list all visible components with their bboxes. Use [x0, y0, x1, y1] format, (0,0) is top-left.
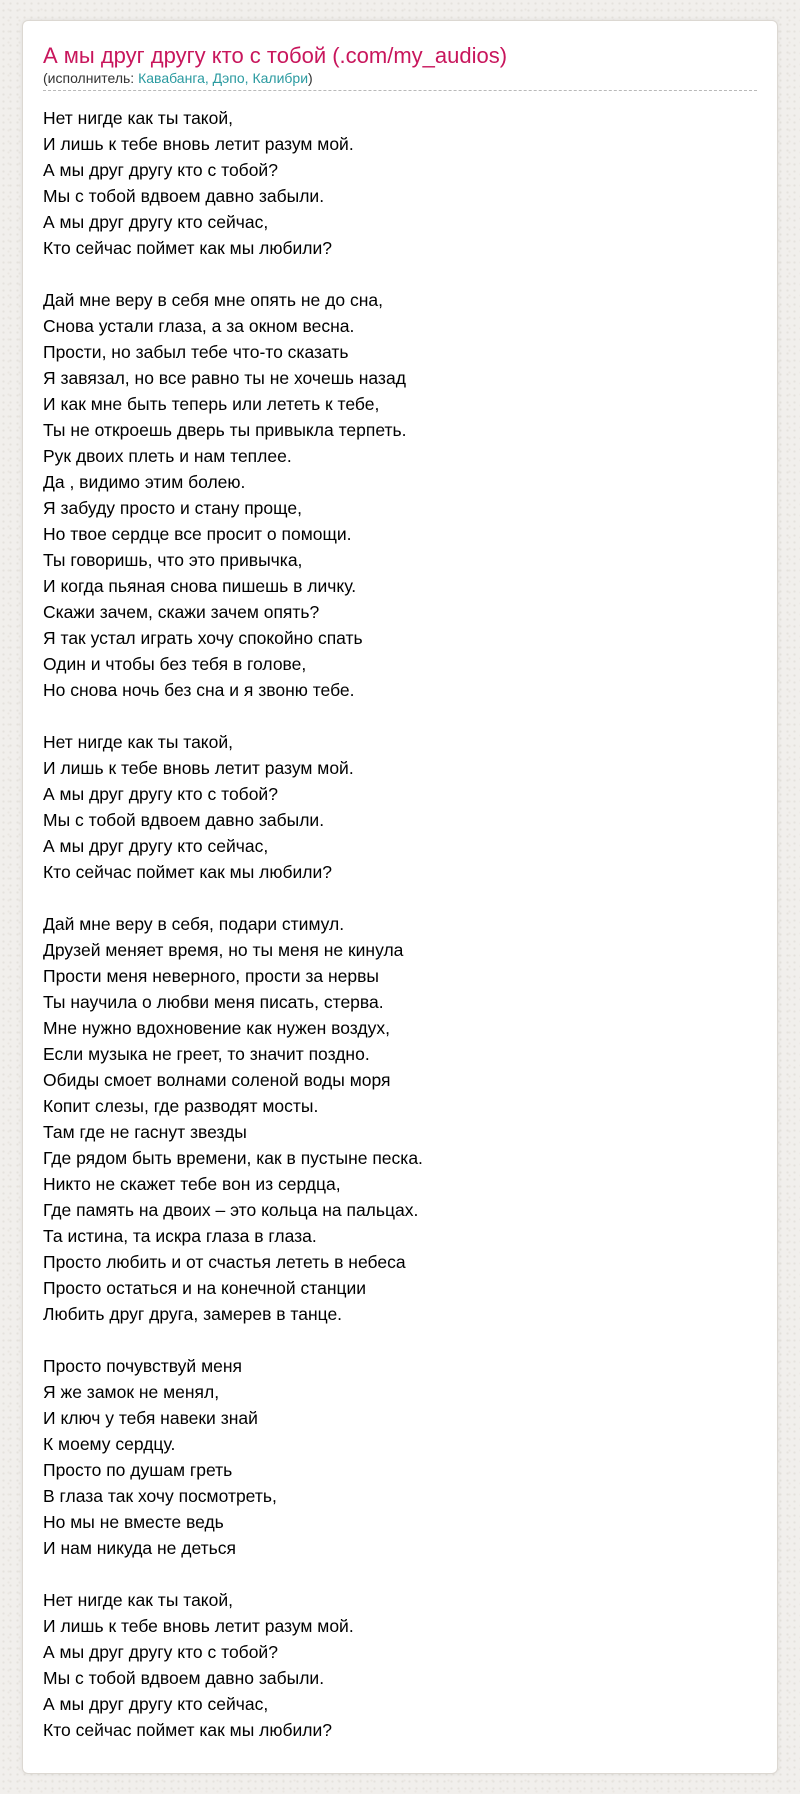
lyrics-line: А мы друг другу кто с тобой?: [43, 784, 278, 804]
lyrics-line: К моему сердцу.: [43, 1434, 176, 1454]
lyrics-line: Ты говоришь, что это привычка,: [43, 550, 303, 570]
artist-line: [43, 69, 757, 91]
lyrics-line: Я же замок не менял,: [43, 1382, 220, 1402]
lyrics-stanza: [43, 729, 757, 885]
lyrics-line: Снова устали глаза, а за окном весна.: [43, 316, 355, 336]
lyrics-content: [43, 43, 757, 1769]
lyrics-text: [43, 105, 757, 1743]
lyrics-line: Скажи зачем, скажи зачем опять?: [43, 602, 320, 622]
lyrics-line: Мне нужно вдохновение как нужен воздух,: [43, 1018, 390, 1038]
lyrics-line: И как мне быть теперь или лететь к тебе,: [43, 394, 380, 414]
lyrics-line: Нет нигде как ты такой,: [43, 1590, 234, 1610]
lyrics-line: Просто почувствуй меня: [43, 1356, 242, 1376]
artist-prefix: (исполнитель:: [43, 70, 139, 86]
lyrics-line: А мы друг другу кто сейчас,: [43, 1694, 269, 1714]
lyrics-line: И лишь к тебе вновь летит разум мой.: [43, 758, 354, 778]
lyrics-stanza: [43, 911, 757, 1327]
lyrics-line: Кто сейчас поймет как мы любили?: [43, 1720, 332, 1740]
lyrics-line: Мы с тобой вдвоем давно забыли.: [43, 1668, 325, 1688]
lyrics-line: А мы друг другу кто с тобой?: [43, 1642, 278, 1662]
lyrics-line: Прости, но забыл тебе что-то сказать: [43, 342, 349, 362]
lyrics-line: Мы с тобой вдвоем давно забыли.: [43, 810, 325, 830]
lyrics-line: Рук двоих плеть и нам теплее.: [43, 446, 292, 466]
song-title: А мы друг другу кто с тобой (.com/my_audios): [43, 43, 508, 68]
lyrics-line: Да , видимо этим болею.: [43, 472, 246, 492]
lyrics-line: Я так устал играть хочу спокойно спать: [43, 628, 363, 648]
lyrics-line: А мы друг другу кто с тобой?: [43, 160, 278, 180]
lyrics-line: Если музыка не греет, то значит поздно.: [43, 1044, 370, 1064]
lyrics-line: Я забуду просто и стану проще,: [43, 498, 302, 518]
lyrics-line: И нам никуда не деться: [43, 1538, 236, 1558]
lyrics-line: Та истина, та искра глаза в глаза.: [43, 1226, 317, 1246]
lyrics-line: Нет нигде как ты такой,: [43, 732, 234, 752]
lyrics-line: И лишь к тебе вновь летит разум мой.: [43, 134, 354, 154]
lyrics-line: И когда пьяная снова пишешь в личку.: [43, 576, 357, 596]
lyrics-line: Но твое сердце все просит о помощи.: [43, 524, 352, 544]
lyrics-line: Я завязал, но все равно ты не хочешь назад: [43, 368, 406, 388]
lyrics-line: А мы друг другу кто сейчас,: [43, 212, 269, 232]
lyrics-line: Мы с тобой вдвоем давно забыли.: [43, 186, 325, 206]
lyrics-line: Но мы не вместе ведь: [43, 1512, 224, 1532]
lyrics-stanza: [43, 287, 757, 703]
lyrics-line: Один и чтобы без тебя в голове,: [43, 654, 307, 674]
lyrics-line: Ты научила о любви меня писать, стерва.: [43, 992, 384, 1012]
lyrics-line: В глаза так хочу посмотреть,: [43, 1486, 277, 1506]
lyrics-line: Кто сейчас поймет как мы любили?: [43, 862, 332, 882]
lyrics-card: [22, 20, 778, 1774]
lyrics-line: И лишь к тебе вновь летит разум мой.: [43, 1616, 354, 1636]
lyrics-stanza: [43, 1587, 757, 1743]
lyrics-line: И ключ у тебя навеки знай: [43, 1408, 258, 1428]
lyrics-line: Друзей меняет время, но ты меня не кинула: [43, 940, 404, 960]
lyrics-line: Ты не откроешь дверь ты привыкла терпеть.: [43, 420, 407, 440]
lyrics-stanza: [43, 1353, 757, 1561]
lyrics-line: Прости меня неверного, прости за нервы: [43, 966, 379, 986]
lyrics-line: Нет нигде как ты такой,: [43, 108, 234, 128]
lyrics-line: Но снова ночь без сна и я звоню тебе.: [43, 680, 355, 700]
lyrics-stanza: [43, 105, 757, 261]
lyrics-line: Просто остаться и на конечной станции: [43, 1278, 367, 1298]
lyrics-line: Никто не скажет тебе вон из сердца,: [43, 1174, 341, 1194]
lyrics-line: Где рядом быть времени, как в пустыне песка.: [43, 1148, 423, 1168]
lyrics-line: Просто по душам греть: [43, 1460, 233, 1480]
lyrics-line: Дай мне веру в себя мне опять не до сна,: [43, 290, 383, 310]
lyrics-line: Кто сейчас поймет как мы любили?: [43, 238, 332, 258]
lyrics-line: Обиды смоет волнами соленой воды моря: [43, 1070, 391, 1090]
lyrics-line: Там где не гаснут звезды: [43, 1122, 247, 1142]
lyrics-line: Где память на двоих – это кольца на пальцах.: [43, 1200, 419, 1220]
lyrics-line: Просто любить и от счастья лететь в небеса: [43, 1252, 406, 1272]
lyrics-line: Любить друг друга, замерев в танце.: [43, 1304, 343, 1324]
artist-suffix: ): [308, 70, 313, 86]
lyrics-line: А мы друг другу кто сейчас,: [43, 836, 269, 856]
artist-links[interactable]: Кавабанга, Дэпо, Калибри: [138, 70, 309, 86]
lyrics-line: Копит слезы, где разводят мосты.: [43, 1096, 319, 1116]
lyrics-line: Дай мне веру в себя, подари стимул.: [43, 914, 345, 934]
